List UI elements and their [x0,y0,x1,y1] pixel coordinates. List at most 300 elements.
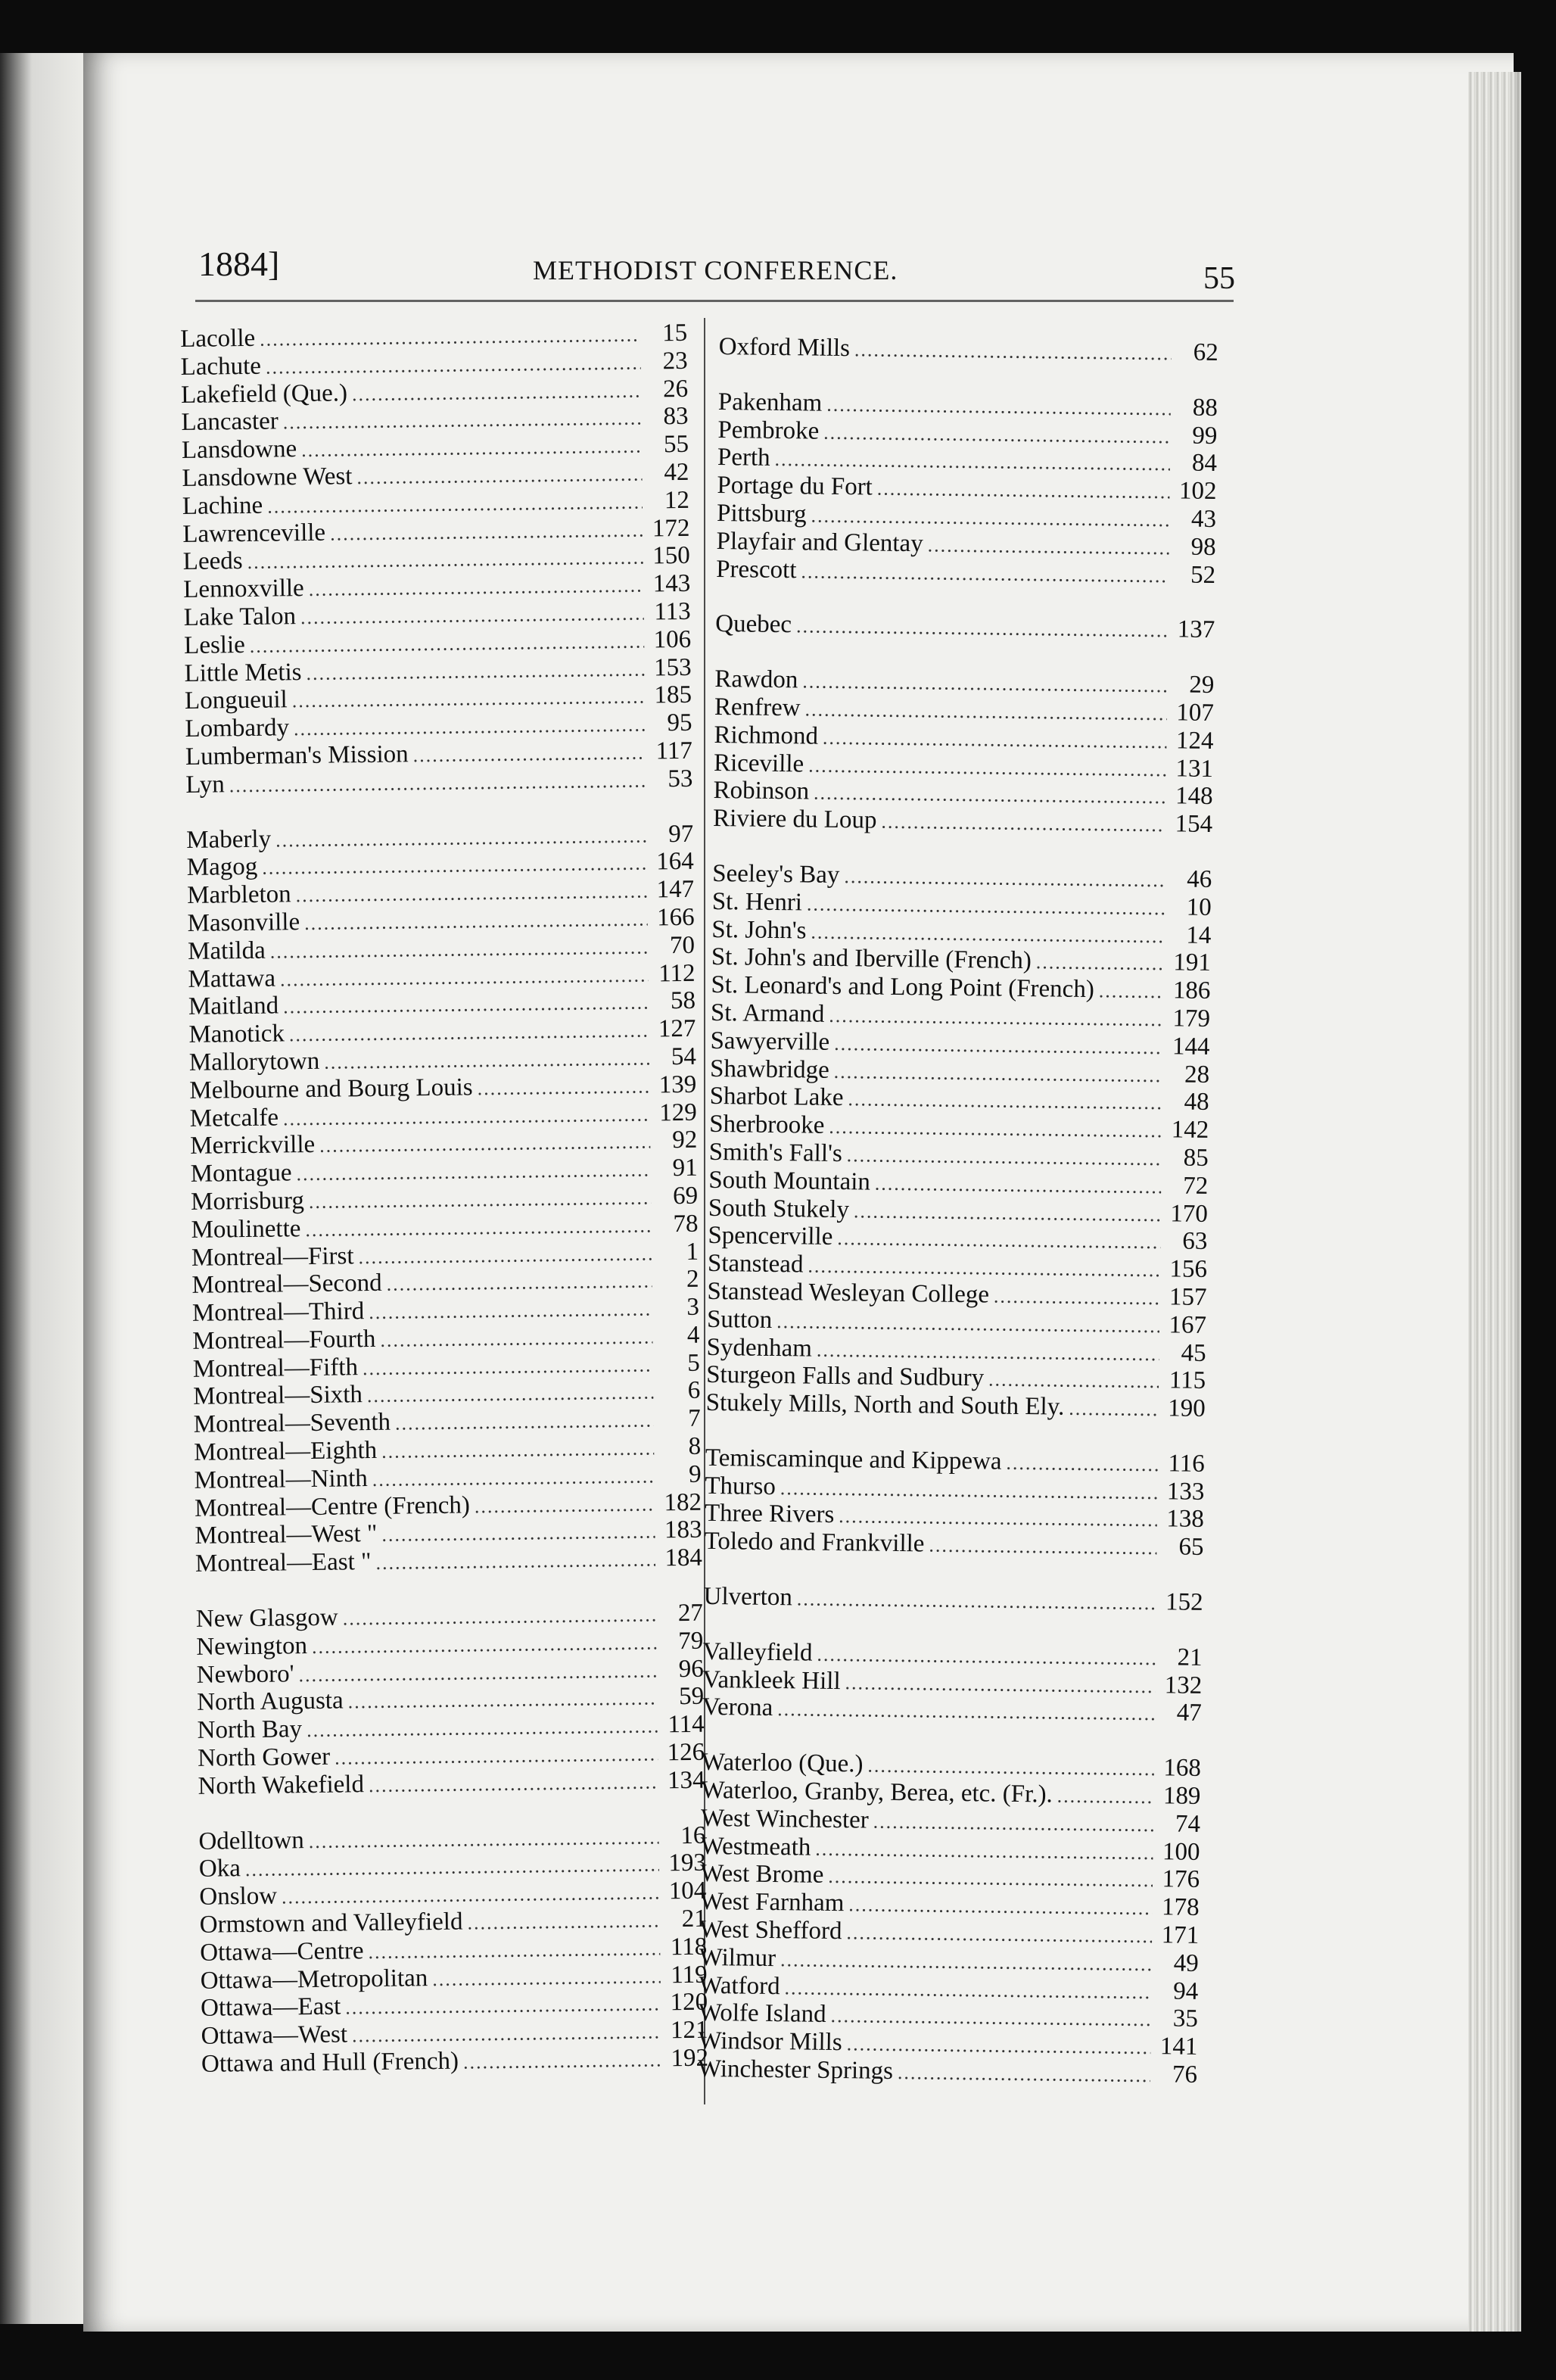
entry-name: Melbourne and Bourg Louis [189,1073,473,1104]
leader-dots [306,656,645,687]
entry-name: Winchester Springs [697,2054,894,2086]
index-group [719,333,1218,367]
index-entry [197,1711,704,1745]
leader-dots [358,1240,652,1272]
entry-number: 72 [1183,1172,1209,1200]
entry-name: Metcalfe [189,1104,279,1132]
entry-number: 178 [1161,1893,1200,1922]
leader-dots [280,961,649,994]
leader-dots [309,572,644,604]
entry-number: 118 [670,1933,708,1961]
entry-number: 150 [652,542,690,570]
index-entry [184,653,691,687]
entry-number: 164 [655,848,694,876]
index-entry [193,1377,700,1411]
entry-name: Lennoxville [183,575,304,604]
entry-number: 6 [687,1377,701,1405]
index-entry [188,987,696,1021]
entry-number: 8 [688,1432,702,1460]
entry-name: Montreal—Seventh [193,1408,391,1439]
leader-dots [352,2019,661,2051]
index-entry [201,2045,708,2079]
entry-name: Morrisburg [190,1186,305,1216]
index-entry [198,1767,705,1801]
entry-number: 16 [680,1821,706,1849]
leader-dots [994,1282,1160,1312]
leader-dots [312,1629,657,1661]
leader-dots [372,1463,655,1494]
index-entry [180,319,687,354]
entry-number: 102 [1178,477,1217,506]
leader-dots [475,1491,655,1521]
leader-dots [837,1225,1160,1257]
index-entry [190,1098,697,1132]
entry-name: Maberly [186,825,272,854]
index-group [713,665,1215,839]
leader-dots [247,544,643,577]
leader-dots [352,377,642,408]
entry-number: 14 [1186,921,1212,949]
entry-name: Merrickville [190,1131,316,1160]
entry-name: Odelltown [198,1826,305,1855]
entry-name: Newboro' [196,1659,294,1689]
entry-number: 191 [1173,949,1212,977]
leader-dots [847,1142,1162,1173]
entry-name: Riceville [713,749,804,777]
entry-number: 99 [1192,422,1218,450]
index-group [702,1638,1203,1727]
entry-number: 134 [667,1766,705,1795]
entry-number: 27 [677,1599,704,1628]
leader-dots [395,1407,654,1438]
entry-name: Watford [699,1971,780,2000]
index-entry [194,1405,701,1439]
entry-name: Lancaster [181,407,279,437]
leader-dots [294,712,646,743]
leader-dots [347,1685,657,1717]
index-entry [200,1961,707,1995]
entry-name: Stukely Mills, North and South Ely. [705,1388,1065,1421]
entry-number: 138 [1166,1505,1205,1534]
entry-name: Perth [717,444,770,472]
entry-name: Sawyerville [710,1026,830,1056]
entry-name: Portage du Fort [717,472,873,501]
entry-name: Ottawa—East [200,1992,341,2023]
leader-dots [412,739,646,770]
entry-name: Magog [186,853,258,882]
entry-name: Wolfe Island [698,1999,826,2029]
index-group [704,1444,1205,1562]
entry-number: 172 [652,514,690,542]
leader-dots [834,1058,1163,1089]
entry-number: 83 [663,403,689,431]
entry-name: Lachine [182,491,263,520]
leader-dots [270,933,649,966]
leader-dots [1099,977,1164,1006]
index-entry [719,333,1218,367]
entry-name: Toledo and Frankville [704,1528,925,1558]
leader-dots [282,1880,660,1912]
entry-name: West Winchester [700,1804,870,1834]
entry-number: 116 [1168,1450,1206,1478]
entry-number: 9 [688,1460,702,1488]
entry-name: Montague [190,1159,292,1188]
header-title: METHODIST CONFERENCE. [533,255,898,285]
entry-number: 126 [667,1738,705,1767]
leader-dots [283,405,642,438]
entry-name: Shawbridge [709,1054,829,1084]
leader-dots [262,850,647,883]
index-entry [198,1739,705,1773]
entry-number: 112 [658,959,696,987]
leader-dots [780,1475,1158,1507]
entry-name: Windsor Mills [698,2027,842,2057]
entry-name: Lansdowne [181,435,297,465]
entry-name: Sherbrooke [709,1111,825,1139]
entry-name: Wilmur [699,1943,776,1972]
leader-dots [777,1696,1155,1729]
entry-number: 166 [656,903,695,932]
index-entry [193,1349,700,1383]
entry-number: 106 [653,625,692,654]
leader-dots [283,989,649,1022]
leader-dots [477,1073,649,1103]
entry-number: 139 [658,1070,697,1099]
entry-number: 65 [1178,1533,1204,1562]
entry-number: 45 [1181,1339,1206,1367]
entry-number: 95 [667,709,692,737]
entry-number: 143 [652,569,691,598]
entry-number: 179 [1172,1005,1211,1033]
leader-dots [796,613,1169,646]
entry-number: 91 [672,1154,698,1182]
index-entry [194,1488,702,1522]
entry-name: Ormstown and Valleyfield [199,1908,463,1939]
entry-number: 84 [1191,450,1218,478]
entry-number: 70 [669,931,696,959]
entry-name: Prescott [715,555,797,584]
leader-dots [309,1824,659,1855]
entry-name: Renfrew [714,693,801,722]
index-group [703,1583,1203,1617]
entry-number: 131 [1175,754,1214,783]
leader-dots [380,1323,652,1354]
entry-number: 21 [681,1905,707,1933]
entry-number: 129 [659,1098,697,1126]
entry-name: Lumberman's Mission [185,740,409,771]
leader-dots [369,1768,658,1799]
entry-name: Ottawa—West [201,2020,348,2051]
index-column-right [697,333,1218,2117]
entry-name: Valleyfield [702,1637,813,1667]
entry-number: 119 [671,1961,708,1989]
leader-dots [801,558,1169,590]
leader-dots [381,1519,655,1550]
leader-dots [296,1157,651,1189]
entry-name: Thurso [705,1472,776,1500]
leader-dots [283,1101,650,1133]
entry-name: Montreal—Third [191,1297,365,1327]
entry-name: West Farnham [699,1888,845,1917]
leader-dots [828,1863,1153,1895]
entry-name: Maitland [188,992,279,1021]
entry-number: 104 [668,1877,707,1905]
entry-name: Richmond [714,721,819,750]
entry-name: Marbleton [186,880,291,910]
entry-number: 58 [670,987,696,1015]
index-entry [200,1905,707,1939]
leader-dots [804,696,1167,728]
entry-number: 53 [668,765,693,793]
entry-name: Lake Talon [183,603,297,631]
entry-number: 43 [1190,505,1217,534]
leader-dots [834,1030,1163,1062]
entry-name: Riviere du Loup [712,805,877,834]
entry-number: 47 [1176,1699,1202,1727]
entry-name: North Gower [197,1743,331,1772]
entry-number: 154 [1175,810,1213,839]
entry-number: 35 [1172,2005,1199,2033]
entry-name: Playfair and Glentay [716,527,923,558]
index-entry [182,514,689,548]
leader-dots [808,752,1166,784]
index-entry [190,1126,697,1160]
index-group [186,820,702,1578]
entry-number: 29 [1189,671,1215,699]
entry-name: Sutton [706,1305,773,1334]
entry-name: Waterloo, Granby, Berea, etc. (Fr.). [701,1776,1053,1808]
entry-number: 2 [686,1266,699,1294]
index-column-left [180,319,709,2106]
entry-name: Masonville [187,908,300,937]
entry-name: Pakenham [717,388,823,417]
entry-number: 113 [654,597,691,626]
entry-name: St. Leonard's and Long Point (French) [711,971,1095,1004]
index-entry [194,1516,702,1550]
entry-number: 26 [662,375,689,403]
entry-name: Sharbot Lake [709,1083,844,1112]
entry-number: 62 [1193,338,1218,367]
index-entry [191,1238,699,1272]
leader-dots [927,531,1169,562]
index-entry [198,1821,705,1855]
leader-dots [267,488,643,521]
index-entry [189,1043,696,1077]
index-entry [187,876,694,910]
entry-name: Oxford Mills [718,333,851,363]
entry-number: 54 [671,1042,697,1071]
leader-dots [386,1268,652,1299]
entry-number: 92 [671,1126,698,1154]
entry-number: 63 [1182,1227,1208,1256]
header-year: 1884] [198,245,280,283]
leader-dots [298,1657,657,1690]
index-entry [191,1182,698,1216]
index-entry [201,1989,708,2023]
entry-name: South Mountain [708,1166,871,1196]
index-entry [200,1933,707,1967]
entry-number: 183 [664,1516,702,1544]
index-entry [182,459,689,493]
leader-dots [829,1002,1163,1034]
leader-dots [260,322,640,354]
leader-dots [307,1713,658,1745]
index-entry [186,820,693,854]
index-group [196,1600,705,1801]
leader-dots [335,1740,658,1772]
entry-name: Smith's Fall's [708,1138,843,1167]
index-entry [188,931,695,965]
entry-name: Little Metis [184,658,302,687]
leader-dots [275,822,647,855]
entry-name: Lansdowne West [182,463,353,492]
header-rule [195,300,1234,302]
leader-dots [776,1308,1159,1341]
entry-name: Montreal—First [191,1241,354,1272]
entry-number: 167 [1169,1311,1207,1339]
entry-number: 137 [1177,615,1215,644]
entry-name: St. Armand [710,998,825,1028]
leader-dots [854,1198,1161,1229]
leader-dots [363,1351,653,1382]
leader-dots [823,724,1167,755]
running-header [198,244,1235,297]
entry-name: Lombardy [185,714,290,743]
entry-number: 1 [686,1238,699,1266]
entry-number: 10 [1186,893,1212,921]
entry-name: Newington [196,1631,308,1661]
leader-dots [1036,949,1164,979]
entry-name: North Augusta [197,1687,344,1717]
entry-number: 55 [663,430,689,459]
entry-name: St. Henri [711,887,803,917]
leader-dots [375,1547,655,1578]
entry-number: 132 [1164,1671,1203,1699]
index-entry [183,598,690,632]
entry-number: 48 [1184,1088,1209,1117]
entry-number: 152 [1165,1588,1203,1617]
leader-dots [929,1532,1156,1562]
entry-name: Lyn [185,771,225,799]
leader-dots [305,1212,652,1244]
entry-number: 141 [1159,2033,1198,2061]
index-group [698,1749,1201,2089]
entry-number: 157 [1169,1283,1207,1311]
leader-dots [300,600,644,632]
entry-name: Ottawa—Metropolitan [200,1964,428,1995]
entry-name: Pittsburg [716,499,807,528]
index-entry [181,375,688,409]
entry-number: 88 [1192,394,1218,422]
entry-number: 156 [1169,1255,1208,1284]
entry-number: 148 [1175,782,1213,811]
index-entry [199,1877,706,1911]
entry-number: 117 [655,737,693,765]
entry-number: 21 [1177,1643,1203,1671]
index-entry [191,1210,698,1244]
entry-number: 170 [1170,1199,1209,1228]
entry-number: 192 [671,2044,709,2073]
leader-dots [463,2046,661,2076]
entry-name: Ottawa and Hull (French) [201,2047,459,2078]
leader-dots [295,878,647,910]
leader-dots [432,1963,661,1993]
entry-number: 153 [653,653,692,681]
entry-name: West Shefford [699,1915,842,1945]
leader-dots [319,1129,650,1160]
entry-number: 100 [1162,1837,1200,1866]
index-entry [703,1583,1203,1617]
entry-name: St. John's [711,915,807,945]
leader-dots [845,1669,1155,1701]
index-entry [194,1461,701,1495]
index-entry [188,959,695,993]
leader-dots [780,1946,1152,1979]
leader-dots [292,684,646,715]
leader-dots [467,1907,660,1937]
entry-name: Stanstead [707,1250,804,1279]
entry-number: 5 [687,1349,701,1377]
index-entry [192,1294,699,1328]
entry-name: Montreal—Eighth [193,1437,378,1466]
index-entry [190,1154,697,1188]
entry-number: 147 [656,875,695,904]
index-entry [182,431,689,465]
entry-number: 120 [670,1989,708,2017]
entry-number: 171 [1161,1921,1200,1949]
entry-number: 23 [662,347,688,375]
leader-dots [797,1585,1156,1618]
entry-name: North Bay [197,1715,303,1745]
index-entry [185,709,692,743]
entry-number: 182 [664,1488,702,1516]
entry-name: Montreal—Fifth [192,1353,359,1383]
entry-number: 46 [1187,865,1212,893]
entry-number: 97 [668,820,694,848]
leader-dots [846,1919,1152,1951]
leader-dots [1069,1395,1159,1424]
entry-name: St. John's and Iberville (French) [711,943,1032,975]
index-group [180,319,693,799]
entry-number: 184 [664,1544,703,1572]
entry-name: Pembroke [717,416,820,445]
entry-name: Lacolle [180,324,256,353]
entry-name: Stanstead Wesleyan College [707,1277,990,1309]
entry-number: 144 [1172,1033,1210,1061]
entry-name: Montreal—East " [194,1548,372,1578]
leader-dots [1057,1783,1154,1811]
entry-name: Vankleek Hill [702,1665,841,1695]
entry-number: 98 [1190,533,1216,561]
index-group [706,860,1212,1423]
leader-dots [802,668,1167,701]
leader-dots [289,1017,649,1050]
entry-number: 121 [670,2016,708,2045]
entry-name: Lakefield (Que.) [180,378,348,409]
leader-dots [324,1045,649,1076]
index-entry [182,487,689,521]
entry-number: 107 [1176,699,1215,727]
index-entry [196,1600,703,1634]
entry-name: Rawdon [714,665,798,694]
entry-number: 49 [1173,1949,1199,1977]
entry-name: Sydenham [706,1333,813,1363]
entry-name: South Stukely [708,1194,850,1223]
entry-number: 7 [687,1404,701,1433]
entry-number: 189 [1162,1782,1201,1810]
entry-name: Temiscaminque and Kippewa [705,1444,1002,1475]
leader-dots [343,1602,657,1634]
